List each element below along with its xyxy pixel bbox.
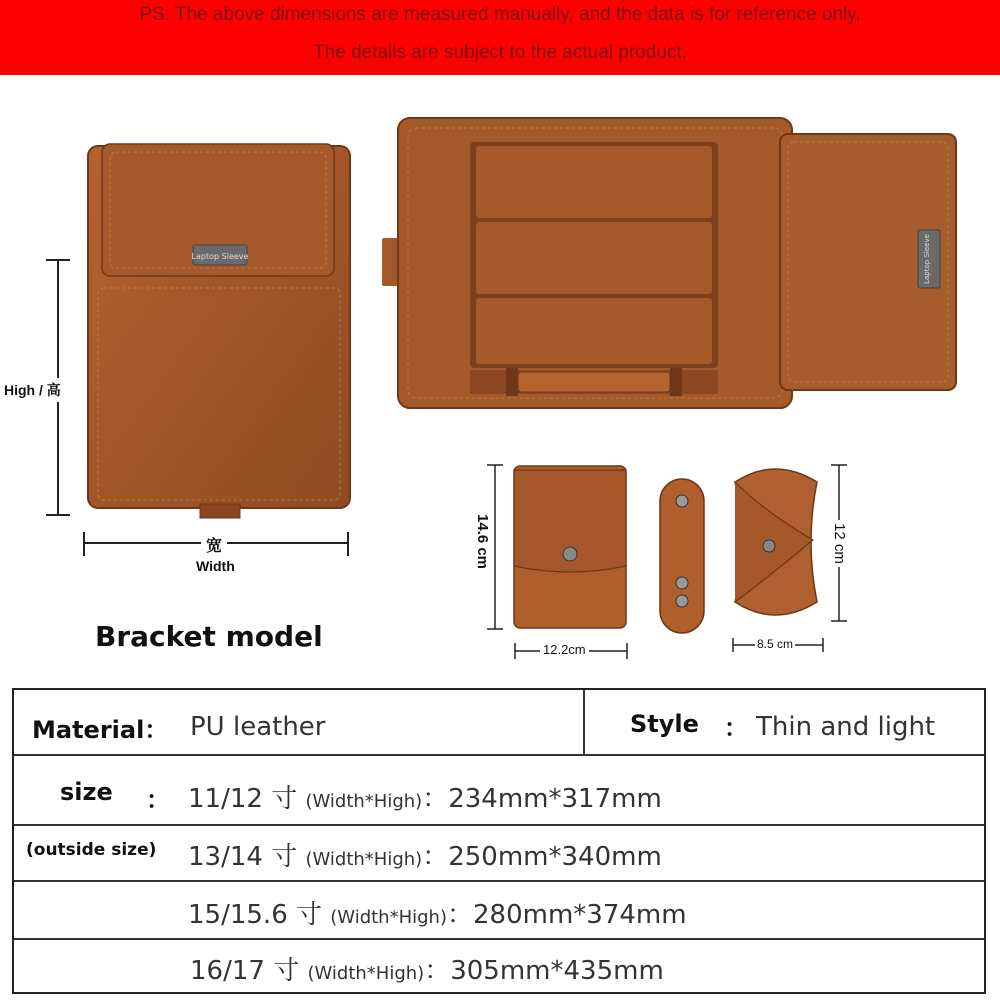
mouse-bag-height-label: 12 cm [831,520,848,567]
svg-text:Laptop Sleeve: Laptop Sleeve [191,252,249,261]
disclaimer-line-1: PS: The above dimensions are measured manually, and the data is for reference only. [139,4,861,25]
pouch-height-label: 14.6 cm [474,511,491,572]
table-rule [14,824,984,826]
size-colon: ： [146,786,170,814]
table-rule [14,880,984,882]
style-label: Style [630,710,699,738]
disclaimer-banner [0,0,1000,75]
size-row: 11/12 寸 (Width*High)：234mm*317mm [188,784,662,814]
material-label: Material： [32,716,169,744]
svg-text:Laptop Sleeve: Laptop Sleeve [923,234,931,284]
table-rule [14,754,984,756]
mouse-bag-image [725,462,825,624]
spec-table [12,688,986,994]
style-colon: ： [724,714,748,742]
outside-size-label: (outside size) [26,840,157,860]
table-divider [583,690,585,756]
cable-strap-image [655,475,710,635]
height-label: High / 高 [4,378,61,402]
size-row: 15/15.6 寸 (Width*High)：280mm*374mm [188,900,687,930]
style-value: Thin and light [756,712,936,742]
mouse-bag-width-label: 8.5 cm [757,637,794,651]
width-label-cn: 宽 [201,533,227,556]
table-rule [14,938,984,940]
size-label: size [60,778,113,806]
laptop-sleeve-image [80,140,360,525]
size-row: 16/17 寸 (Width*High)：305mm*435mm [190,956,664,986]
width-label: Width [196,558,235,574]
charger-pouch-image [510,462,630,632]
model-title: Bracket model [95,620,323,653]
laptop-stand-image [378,112,960,412]
size-row: 13/14 寸 (Width*High)：250mm*340mm [188,842,662,872]
disclaimer-line-2: The details are subject to the actual product. [313,42,687,63]
material-value: PU leather [190,712,326,742]
pouch-width-label: 12.2cm [540,642,589,657]
